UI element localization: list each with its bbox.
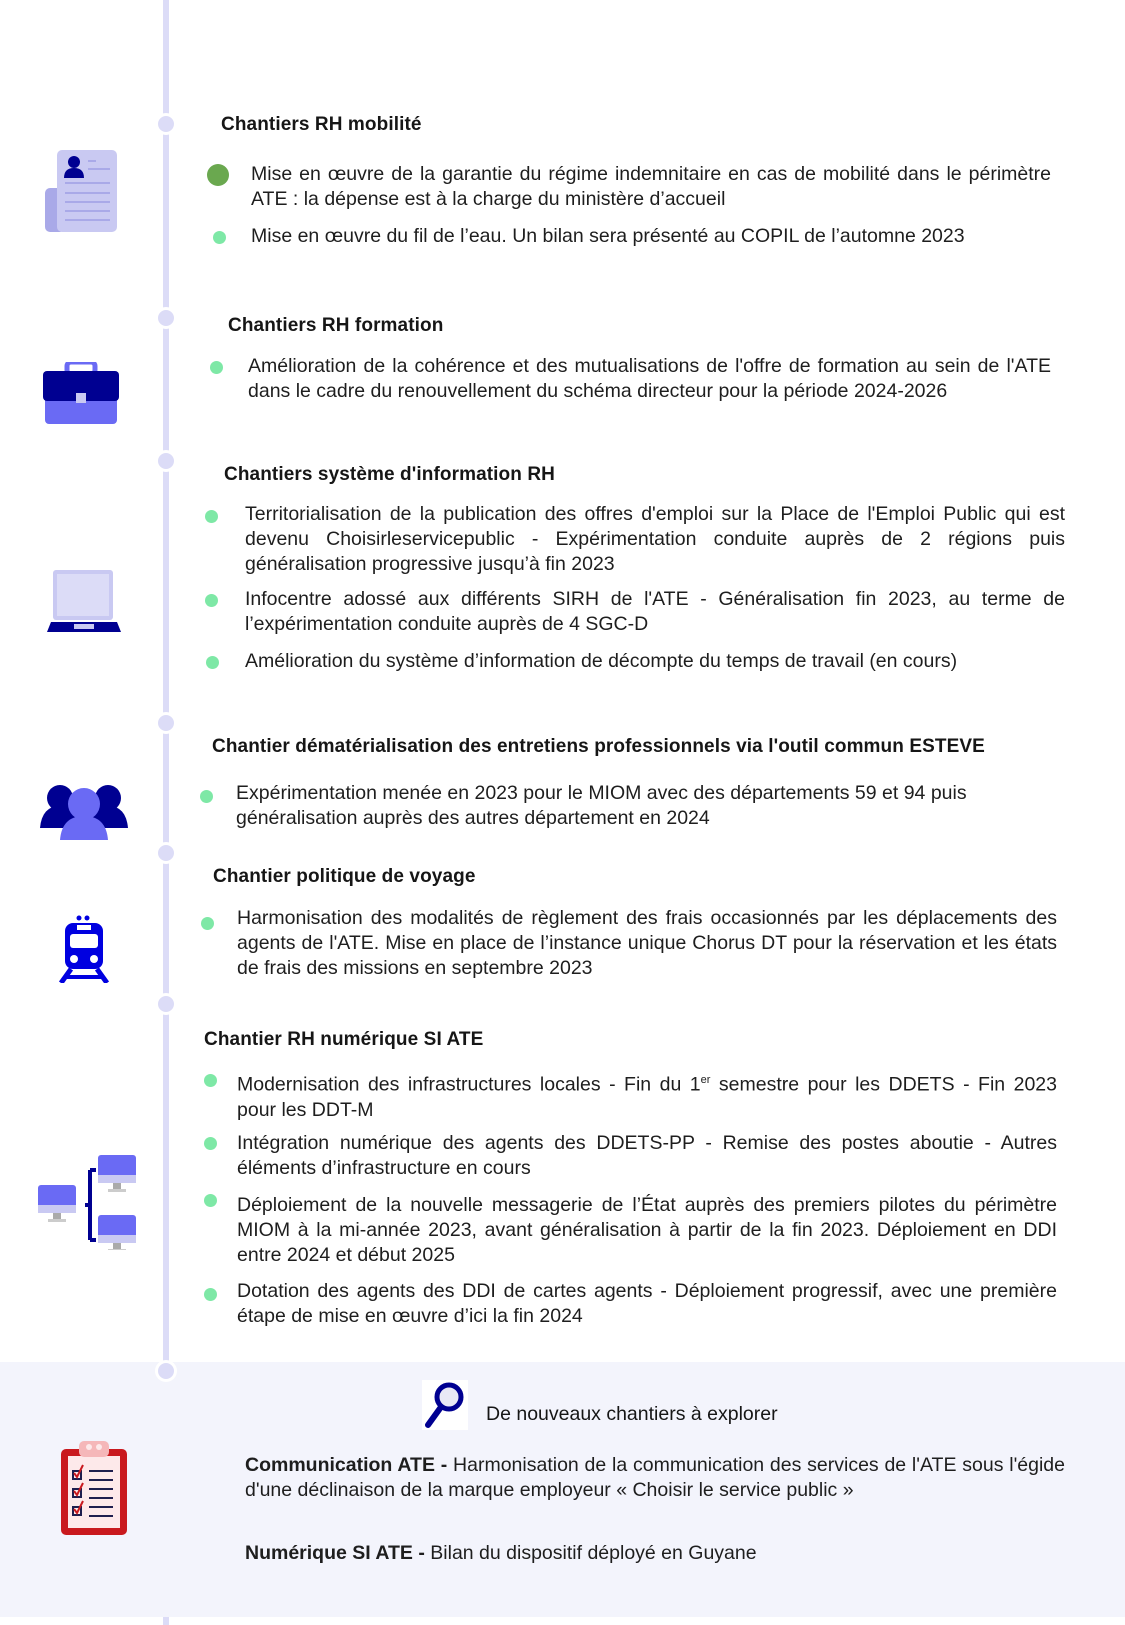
status-bullet — [205, 510, 218, 523]
list-item: Mise en œuvre de la garantie du régime indemnitaire en cas de mobilité dans le périmètre ATE : la dépense est à la charge du ministère d’accueil — [251, 163, 1051, 210]
section-title: Chantier RH numérique SI ATE — [204, 1029, 484, 1050]
status-bullet — [204, 1288, 217, 1301]
timeline-node — [155, 307, 177, 329]
explore-item-label: Communication ATE - — [245, 1454, 448, 1476]
people-group-icon — [40, 784, 128, 845]
status-bullet — [200, 790, 213, 803]
list-item: Mise en œuvre du fil de l’eau. Un bilan sera présenté au COPIL de l’automne 2023 — [251, 225, 965, 247]
list-item: Infocentre adossé aux différents SIRH de l'ATE - Généralisation fin 2023, au terme de l’expérimentation conduite auprès de 4 SGC-D — [245, 588, 1065, 635]
section-title: Chantier politique de voyage — [213, 866, 476, 887]
explore-item — [245, 1541, 1065, 1566]
list-item-text: Modernisation des infrastructures locales - Fin du 1er semestre pour les DDETS - Fin 2023 pour les DDT-M — [237, 1073, 1057, 1121]
list-item — [237, 1068, 1057, 1123]
section-title: Chantiers RH mobilité — [221, 114, 422, 135]
status-bullet — [206, 656, 219, 669]
status-bullet — [201, 917, 214, 930]
laptop-icon — [45, 570, 123, 640]
timeline-node — [155, 113, 177, 135]
resume-document-icon — [45, 150, 117, 239]
status-bullet — [204, 1137, 217, 1150]
explore-title: De nouveaux chantiers à explorer — [486, 1403, 778, 1425]
status-bullet — [204, 1194, 217, 1207]
status-bullet — [213, 231, 226, 244]
list-item: Harmonisation des modalités de règlement des frais occasionnés par les déplacements des agents de l'ATE. Mise en place de l’instance unique Chorus DT pour la réservation et les états de frais des missions en septembre 2023 — [237, 907, 1057, 979]
explore-item-text: Harmonisation de la communication des services de l'ATE sous l'égide d'une déclinaison de la marque employeur « Choisir le service public » — [245, 1454, 1066, 1501]
explore-item-text: Bilan du dispositif déployé en Guyane — [424, 1542, 757, 1564]
timeline-node — [155, 1360, 177, 1382]
timeline-node — [155, 450, 177, 472]
explore-item-label: Numérique SI ATE - — [245, 1542, 425, 1564]
explore-item — [245, 1453, 1065, 1503]
list-item: Amélioration de la cohérence et des mutualisations de l'offre de formation au sein de l'ATE dans le cadre du renouvellement du schéma directeur pour la période 2024-2026 — [248, 355, 1051, 402]
section-title: Chantier dématérialisation des entretiens professionnels via l'outil commun ESTEVE — [212, 736, 985, 757]
section-title: Chantiers RH formation — [228, 315, 444, 336]
status-bullet — [205, 594, 218, 607]
status-bullet — [210, 361, 223, 374]
list-item: Déploiement de la nouvelle messagerie de l’État auprès des premiers pilotes du périmètre MIOM à la mi-année 2023, avant généralisation à partir de la fin 2023. Déploiement en DDI entre 2024 et début 2025 — [237, 1194, 1057, 1266]
magnifier-icon — [422, 1380, 468, 1435]
train-icon — [57, 915, 111, 988]
timeline-node — [155, 712, 177, 734]
list-item: Territorialisation de la publication des offres d'emploi sur la Place de l'Emploi Public qui est devenu Choisirleservicepublic - Expérimentation conduite auprès de 2 régions puis généralisation progressive jusqu’à fin 2023 — [245, 503, 1065, 575]
status-bullet — [207, 164, 229, 186]
clipboard-checklist-icon — [61, 1441, 127, 1540]
list-item: Intégration numérique des agents des DDETS-PP - Remise des postes aboutie - Autres éléments d’infrastructure en cours — [237, 1132, 1057, 1179]
briefcase-icon — [43, 362, 119, 429]
status-bullet — [204, 1074, 217, 1087]
timeline-node — [155, 993, 177, 1015]
list-item: Amélioration du système d’information de décompte du temps de travail (en cours) — [245, 650, 958, 672]
timeline-node — [155, 842, 177, 864]
section-title: Chantiers système d'information RH — [224, 464, 555, 485]
list-item: Expérimentation menée en 2023 pour le MIOM avec des départements 59 et 94 puis généralisation auprès des autres département en 2024 — [236, 782, 967, 829]
list-item: Dotation des agents des DDI de cartes agents - Déploiement progressif, avec une première étape de mise en œuvre d’ici la fin 2024 — [237, 1280, 1057, 1327]
network-computers-icon — [38, 1150, 138, 1255]
